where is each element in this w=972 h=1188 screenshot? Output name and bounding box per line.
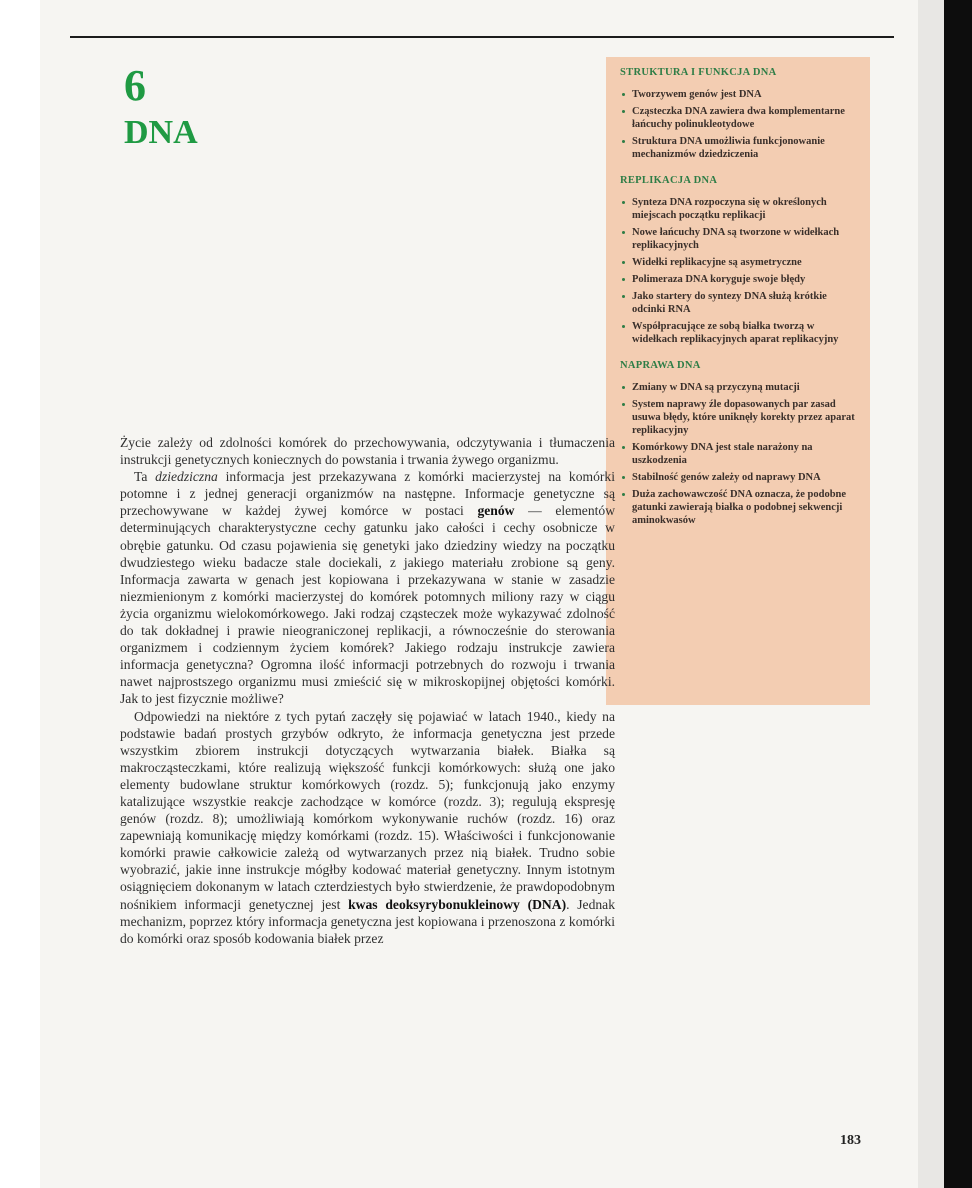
contents-item: Polimeraza DNA koryguje swoje błędy — [620, 273, 860, 286]
scan-margin-right — [918, 0, 944, 1188]
contents-item: System naprawy źle dopasowanych par zasad usuwa błędy, które uniknęły korekty przez aparat replikacyjny — [620, 398, 860, 437]
paragraph — [120, 708, 615, 947]
section-list-structure — [620, 88, 860, 161]
text-run: informacja jest przekazywana z komórki macierzystej na komórki potomne i z jednej generacji organizmów na następne. Informacje genetyczne są przechowywane w każdej żywej komórce w postaci — [120, 469, 615, 519]
contents-item: Struktura DNA umożliwia funkcjonowanie mechanizmów dziedziczenia — [620, 135, 860, 161]
paragraph — [120, 468, 615, 707]
section-heading-replication: REPLIKACJA DNA — [620, 175, 718, 186]
scan-margin-left — [0, 0, 40, 1188]
section-heading-structure: STRUKTURA I FUNKCJA DNA — [620, 67, 777, 78]
text-run: — elementów determinujących charakterystyczne cechy gatunku jako całości i cechy osobnicze w obrębie gatunku. Od czasu pojawienia się genetyki jako dziedziny wiedzy na początku dwudziestego wieku badacze stale dociekali, z jakiego materiału zrobione są geny. Informacja zawarta w genach jest kopiowana i przekazywana w stanie w zasadzie niezmienionym z komórki macierzystej do komórek potomnych miliony razy w ciągu życia organizmu wielokomórkowego. Jaki rodzaj cząsteczek może wykazywać zdolność do tak dokładnej i prawie nieograniczonej replikacji, a równocześnie do sterowania organizmem i codziennym życiem komórek? Jakiego rodzaju instrukcje zawiera informacja genetyczna? Ogromna ilość informacji potrzebnych do rozwoju i trwania nawet najprostszego organizmu musi zmieścić się w mikroskopijnej objętości komórki. Jak to jest fizycznie możliwe? — [120, 503, 616, 707]
text-run: . Jednak mechanizm, poprzez który informacja genetyczna jest kopiowana i przenoszona z komórki do komórki oraz sposób kodowania białek przez — [120, 896, 616, 946]
contents-item: Tworzywem genów jest DNA — [620, 88, 860, 101]
italic-term: dziedziczna — [155, 469, 218, 485]
chapter-number: 6 — [124, 61, 146, 110]
book-page — [40, 0, 920, 1188]
paragraph: Życie zależy od zdolności komórek do przechowywania, odczytywania i tłumaczenia instrukcji genetycznych koniecznych do powstania i trwania żywego organizmu. — [120, 435, 615, 468]
section-list-repair — [620, 381, 860, 527]
chapter-title: DNA — [124, 114, 198, 151]
header-rule — [70, 36, 894, 38]
chapter-contents-box — [606, 57, 870, 705]
text-run: Odpowiedzi na niektóre z tych pytań zaczęły się pojawiać w latach 1940., kiedy na podstawie badań prostych grzybów odkryto, że informacja genetyczna jest przede wszystkim zbiorem instrukcji dotyczących wytwarzania białek. Białka są makrocząsteczkami, które realizują większość funkcji komórkowych: służą one jako elementy budowlane struktur komórkowych (rozdz. 5); funkcjonują jako enzymy katalizujące wszystkie reakcje zachodzące w komórce (rozdz. 3); regulują ekspresję genów (rozdz. 8); umożliwiają komórkom wykonywanie ruchów (rozdz. 16) oraz zapewniają komunikację między komórkami (rozdz. 15). Właściwości i funkcjonowanie komórki prawie całkowicie zależą od wytwarzanych przez nią białek. Trudno sobie wyobrazić, jakie inne instrukcje mógłby kodować materiał genetyczny. Innym istotnym osiągnięciem dokonanym w latach czterdziestych było stwierdzenie, że prawdopodobnym nośnikiem informacji genetycznej jest — [120, 708, 615, 912]
bold-term: genów — [477, 503, 515, 519]
contents-item: Jako startery do syntezy DNA służą krótkie odcinki RNA — [620, 290, 860, 316]
chapter-intro-text — [120, 434, 615, 947]
page-number: 183 — [840, 1133, 861, 1148]
contents-item: Stabilność genów zależy od naprawy DNA — [620, 471, 860, 484]
scan-border — [944, 0, 972, 1188]
contents-item: Zmiany w DNA są przyczyną mutacji — [620, 381, 860, 394]
bold-term: kwas deoksyrybonukleinowy (DNA) — [348, 896, 567, 912]
contents-item: Cząsteczka DNA zawiera dwa komplementarne łańcuchy polinukleotydowe — [620, 105, 860, 131]
contents-item: Duża zachowawczość DNA oznacza, że podobne gatunki zawierają białka o podobnej sekwencji aminokwasów — [620, 488, 860, 527]
section-heading-repair: NAPRAWA DNA — [620, 360, 701, 371]
contents-item: Nowe łańcuchy DNA są tworzone w widełkach replikacyjnych — [620, 226, 860, 252]
contents-item: Widełki replikacyjne są asymetryczne — [620, 256, 860, 269]
contents-item: Współpracujące ze sobą białka tworzą w widełkach replikacyjnych aparat replikacyjny — [620, 320, 860, 346]
text-run: Ta — [134, 469, 156, 485]
contents-item: Synteza DNA rozpoczyna się w określonych miejscach początku replikacji — [620, 196, 860, 222]
contents-item: Komórkowy DNA jest stale narażony na uszkodzenia — [620, 441, 860, 467]
section-list-replication — [620, 196, 860, 346]
